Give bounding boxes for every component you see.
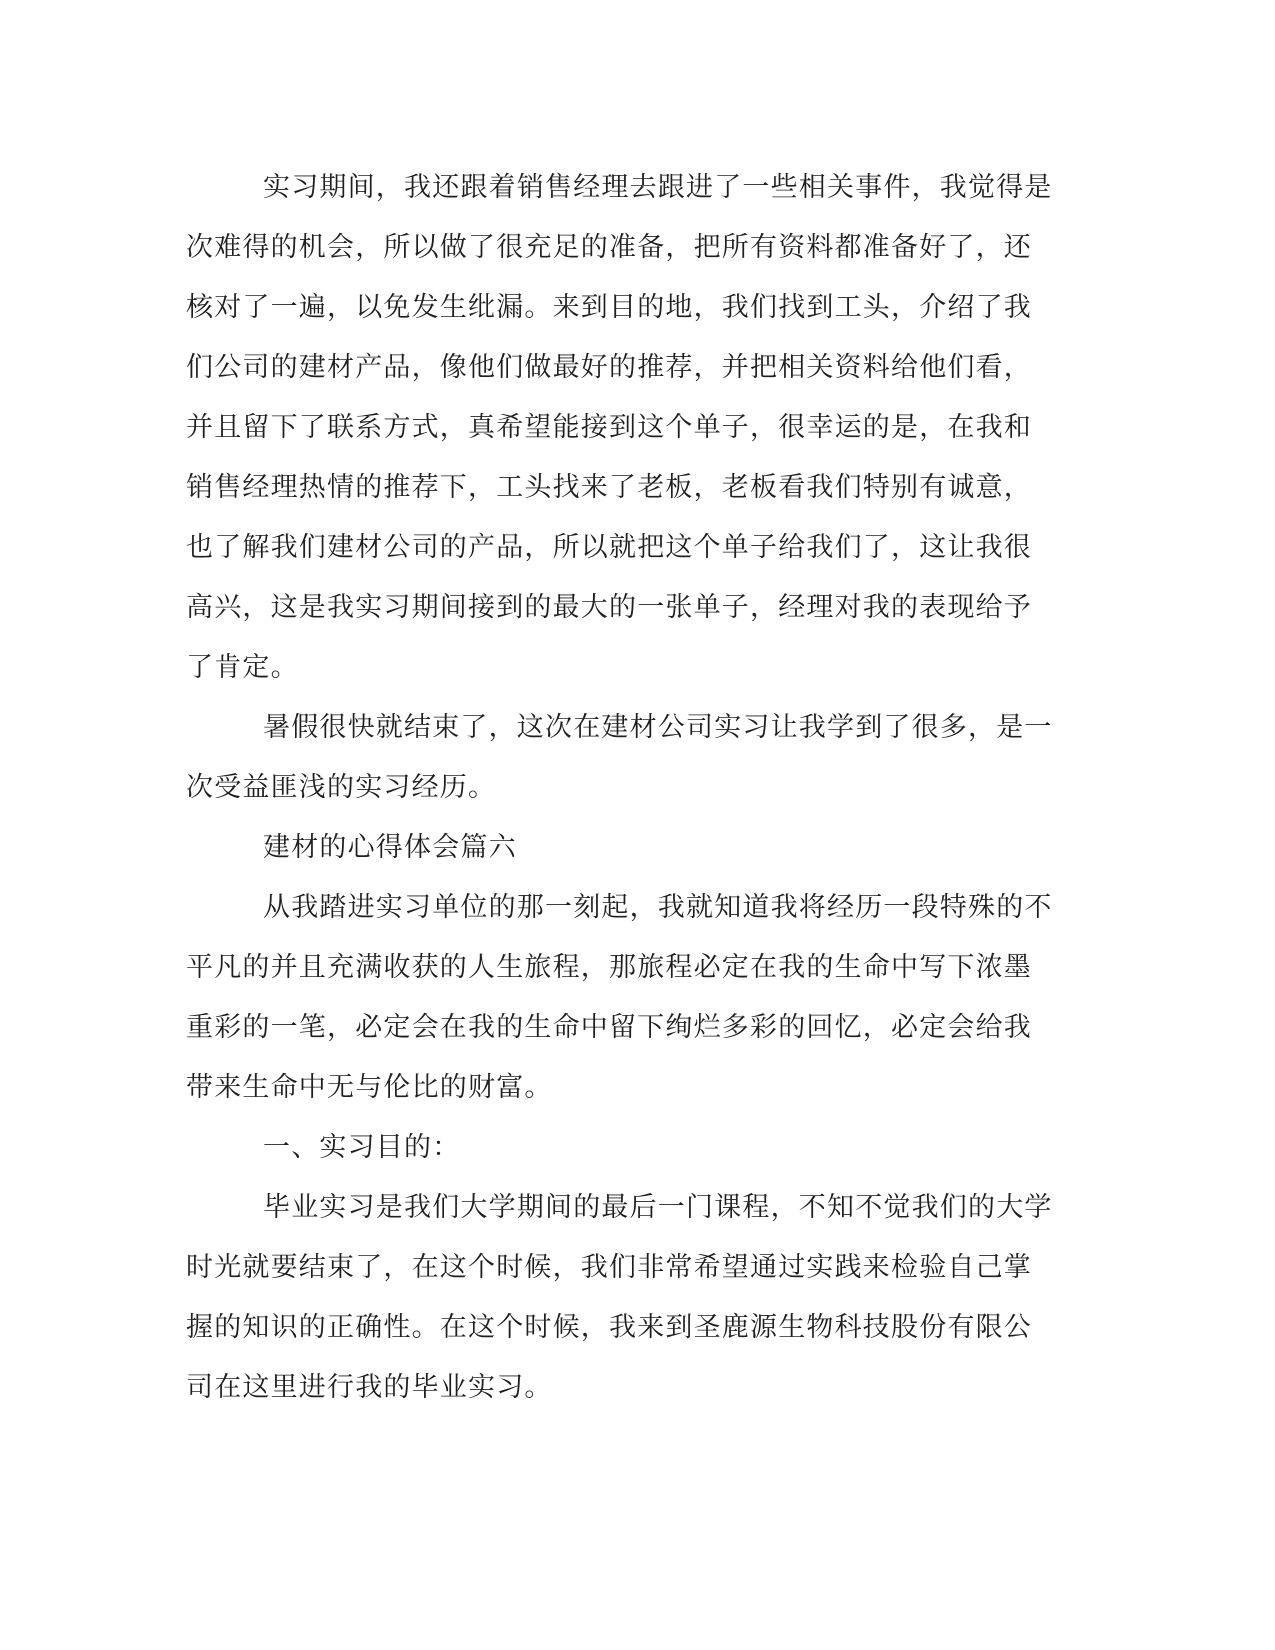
paragraph-line: 核对了一遍，以免发生纰漏。来到目的地，我们找到工头，介绍了我 bbox=[186, 292, 1032, 323]
paragraph-line: 平凡的并且充满收获的人生旅程，那旅程必定在我的生命中写下浓墨 bbox=[186, 952, 1032, 983]
paragraph-line: 司在这里进行我的毕业实习。 bbox=[186, 1372, 553, 1403]
paragraph-line: 时光就要结束了，在这个时候，我们非常希望通过实践来检验自己掌 bbox=[186, 1252, 1032, 1283]
paragraph-line: 销售经理热情的推荐下，工头找来了老板，老板看我们特别有诚意， bbox=[186, 472, 1032, 503]
paragraph-line: 并且留下了联系方式，真希望能接到这个单子，很幸运的是，在我和 bbox=[186, 412, 1032, 443]
paragraph-line: 毕业实习是我们大学期间的最后一门课程，不知不觉我们的大学 bbox=[263, 1192, 1053, 1223]
paragraph-line: 次受益匪浅的实习经历。 bbox=[186, 772, 497, 803]
paragraph-line: 也了解我们建材公司的产品，所以就把这个单子给我们了，这让我很 bbox=[186, 532, 1032, 563]
paragraph-line: 从我踏进实习单位的那一刻起，我就知道我将经历一段特殊的不 bbox=[263, 892, 1053, 923]
paragraph-line: 们公司的建材产品，像他们做最好的推荐，并把相关资料给他们看， bbox=[186, 352, 1032, 383]
document-body bbox=[186, 158, 1066, 1418]
subsection-heading: 一、实习目的： bbox=[263, 1132, 461, 1163]
section-heading: 建材的心得体会篇六 bbox=[263, 832, 517, 863]
paragraph-line: 高兴，这是我实习期间接到的最大的一张单子，经理对我的表现给予 bbox=[186, 592, 1032, 623]
paragraph-line: 了肯定。 bbox=[186, 652, 299, 683]
paragraph-line: 带来生命中无与伦比的财富。 bbox=[186, 1072, 553, 1103]
paragraph-line: 握的知识的正确性。在这个时候，我来到圣鹿源生物科技股份有限公 bbox=[186, 1312, 1032, 1343]
paragraph-line: 实习期间，我还跟着销售经理去跟进了一些相关事件，我觉得是 bbox=[263, 172, 1053, 203]
paragraph-line: 暑假很快就结束了，这次在建材公司实习让我学到了很多，是一 bbox=[263, 712, 1053, 743]
paragraph-line: 重彩的一笔，必定会在我的生命中留下绚烂多彩的回忆，必定会给我 bbox=[186, 1012, 1032, 1043]
paragraph-line: 次难得的机会，所以做了很充足的准备，把所有资料都准备好了，还 bbox=[186, 232, 1032, 263]
